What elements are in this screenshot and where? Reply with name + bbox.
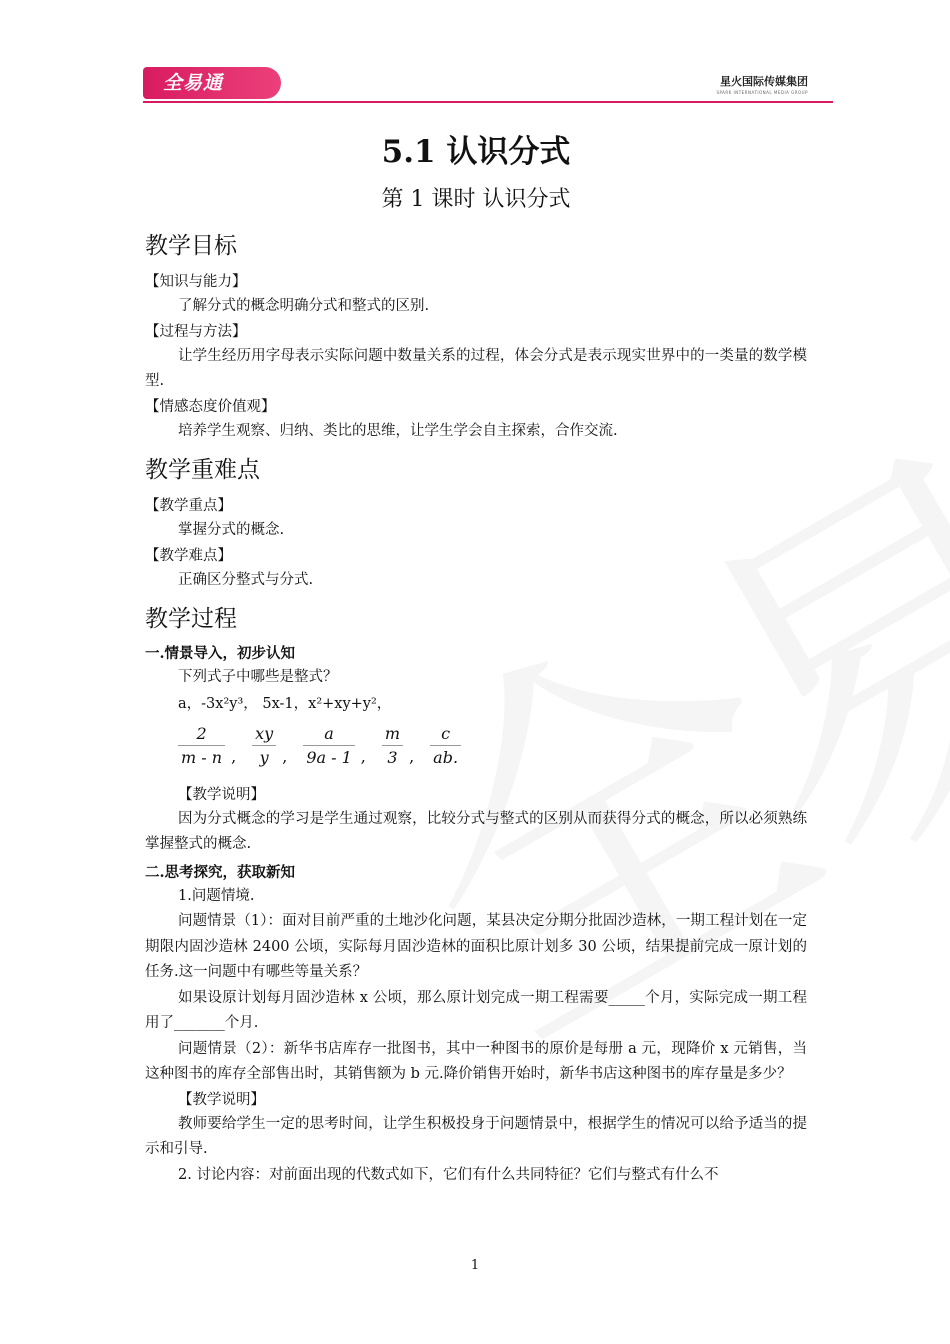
page-header: [143, 67, 808, 103]
brand: [716, 73, 808, 95]
item-1: 1.问题情境.: [178, 887, 255, 904]
label-note-1: 【教学说明】: [178, 786, 265, 803]
fraction-numerator: xy: [255, 724, 274, 743]
expression-line: a，-3x²y³， 5x-1，x²+xy+y²，: [178, 695, 392, 712]
page-title: 5.1 认识分式: [381, 134, 571, 170]
scene-1b: 如果设原计划每月固沙造林 x 公顷，那么原计划完成一期工程需要_____个月，实际完成一期工程用了_______个月.: [145, 989, 807, 1031]
label-emotion: 【情感态度价值观】: [145, 398, 276, 415]
text-process: 让学生经历用字母表示实际问题中数量关系的过程，体会分式是表示现实世界中的一类量的数学模型.: [145, 347, 807, 389]
fraction-list: [145, 719, 807, 775]
fraction-denominator: 3: [387, 748, 398, 767]
fraction-numerator: m: [384, 724, 401, 743]
header-rule: [143, 101, 833, 103]
text-note-1: 因为分式概念的学习是学生通过观察，比较分式与整式的区别从而获得分式的概念，所以必须熟练掌握整式的概念.: [145, 810, 807, 852]
fraction: [252, 723, 276, 770]
fraction-separator: ,: [282, 747, 288, 766]
fraction-denominator: ab.: [433, 748, 459, 767]
brand-name-en: SPARK INTERNATIONAL MEDIA GROUP: [716, 90, 808, 95]
text-knowledge: 了解分式的概念明确分式和整式的区别.: [178, 298, 430, 314]
fraction-denominator: 9a - 1: [306, 748, 352, 767]
label-difficulty: 【教学难点】: [145, 547, 232, 564]
text-focus: 掌握分式的概念.: [178, 522, 285, 538]
page-number: 1: [470, 1258, 480, 1273]
page-subtitle: 第 1 课时 认识分式: [381, 187, 571, 212]
fraction: [178, 723, 225, 770]
scene-2: 问题情景（2）：新华书店库存一批图书，其中一种图书的原价是每册 a 元，现降价 x 元销售，当这种图书的库存全部售出时，其销售额为 b 元.降价销售开始时，新华书店这种图书的库存量是多少？: [145, 1040, 807, 1082]
text-emotion: 培养学生观察、归纳、类比的思维，让学生学会自主探索，合作交流.: [178, 422, 618, 439]
question-1: 下列式子中哪些是整式？: [178, 669, 338, 685]
section-heading-process: 教学过程: [145, 606, 237, 632]
fraction-denominator: y: [259, 748, 269, 767]
fraction-separator: ,: [231, 747, 237, 766]
fraction-separator: ,: [409, 747, 415, 766]
fraction-numerator: c: [441, 724, 451, 743]
fraction: [303, 723, 354, 770]
label-process: 【过程与方法】: [145, 323, 247, 340]
fraction-numerator: a: [324, 724, 334, 743]
part1-title: 一.情景导入，初步认知: [145, 645, 296, 662]
fraction: [382, 723, 403, 770]
scene-1: 问题情景（1）：面对目前严重的土地沙化问题，某县决定分期分批固沙造林，一期工程计划在一定期限内固沙造林 2400 公顷，实际每月固沙造林的面积比原计划多 30 公顷，结果提前完成一原计划的任务.这一问题中有哪些等量关系？: [145, 913, 807, 980]
label-focus: 【教学重点】: [145, 498, 232, 514]
label-note-2: 【教学说明】: [178, 1091, 265, 1108]
fraction-numerator: 2: [196, 724, 207, 743]
section-heading-goals: 教学目标: [145, 233, 237, 259]
label-knowledge: 【知识与能力】: [145, 274, 247, 290]
brand-name: 星火国际传媒集团: [720, 75, 808, 88]
fraction-separator: ,: [360, 747, 366, 766]
document-body: [145, 128, 807, 1188]
item-2: 2. 讨论内容：对前面出现的代数式如下，它们有什么共同特征？它们与整式有什么不: [178, 1166, 719, 1183]
logo: 全易通: [143, 67, 281, 99]
section-heading-keys: 教学重难点: [145, 457, 260, 483]
fraction-denominator: m - n: [181, 748, 223, 767]
part2-title: 二.思考探究，获取新知: [145, 863, 296, 881]
fraction: [430, 723, 461, 770]
text-difficulty: 正确区分整式与分式.: [178, 571, 314, 588]
text-note-2: 教师要给学生一定的思考时间，让学生积极投身于问题情景中，根据学生的情况可以给予适当的提示和引导.: [145, 1115, 807, 1157]
